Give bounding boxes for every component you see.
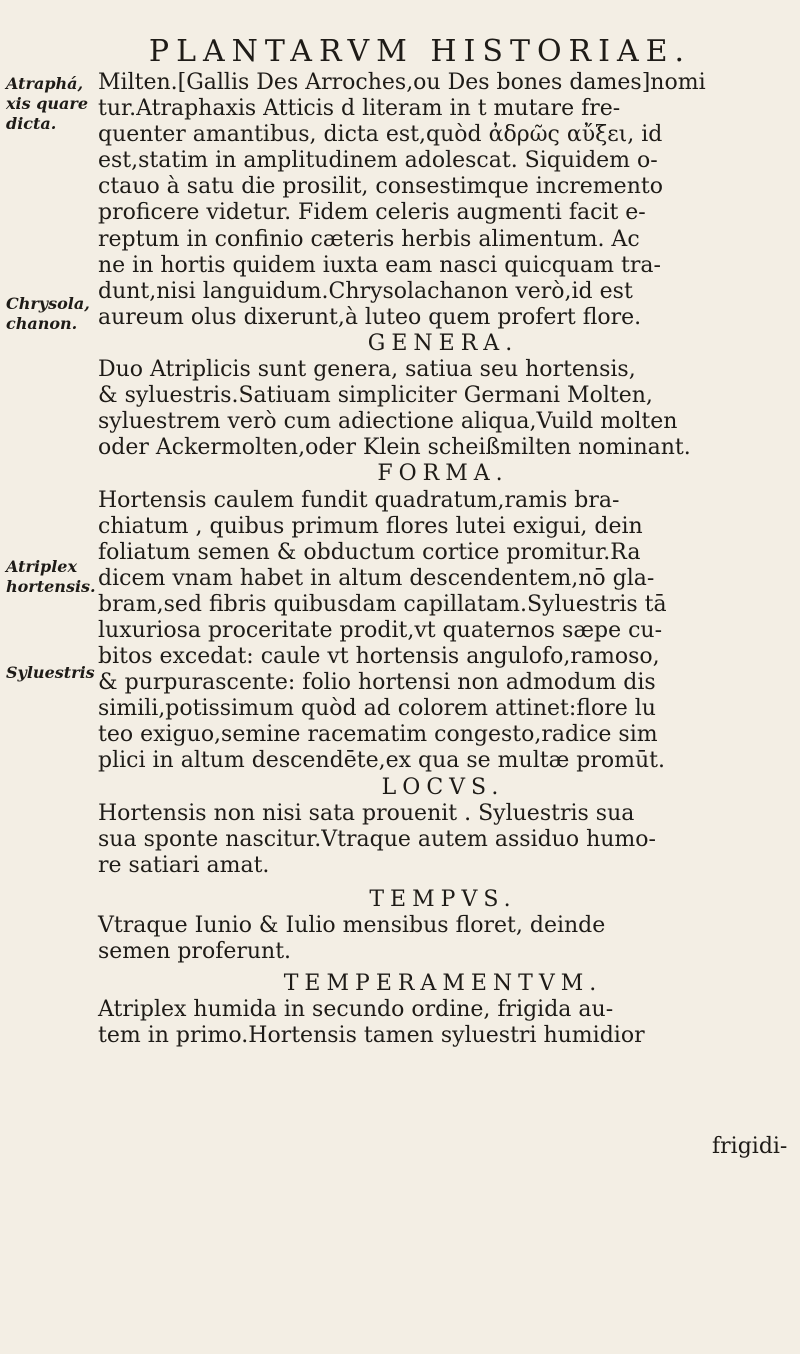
text-line: Vtraque Iunio & Iulio mensibus floret, deinde: [98, 913, 606, 938]
margin-note-chrysolachanon: [6, 294, 92, 334]
heading-tempus: TEMPVS.: [369, 886, 517, 912]
margin-note-line: dicta.: [6, 114, 57, 133]
text-line: sua sponte nascitur.Vtraque autem assiduo humo-: [98, 826, 656, 852]
margin-note-line: Chrysola,: [6, 294, 90, 313]
text-line: Duo Atriplicis sunt genera, satiua seu hortensis,: [98, 357, 636, 383]
margin-note-line: Syluestris: [6, 663, 95, 682]
text-line: syluestrem verò cum adiectione aliqua,Vuild molten: [98, 409, 678, 435]
text-line: bram,sed fibris quibusdam capillatam.Syluestris tā: [98, 591, 667, 617]
running-head: PLANTARVM HISTORIAE.: [148, 34, 692, 69]
text-line: dicem vnam habet in altum descendentem,nō gla-: [98, 565, 655, 591]
text-line: re satiari amat.: [98, 852, 270, 878]
text-line: bitos excedat: caule vt hortensis angulofo,ramoso,: [98, 644, 660, 670]
text-line: aureum olus dixerunt,à luteo quem profert flore.: [98, 304, 642, 330]
text-line: dunt,nisi languidum.Chrysolachanon verò,id est: [98, 278, 633, 304]
text-line: tur.Atraphaxis Atticis d literam in t mutare fre-: [98, 96, 621, 122]
text-line: ctauo à satu die prosilit, consestimque incremento: [98, 174, 663, 200]
margin-note-line: Atraphá,: [6, 74, 84, 93]
text-line: simili,potissimum quòd ad colorem attinet:flore lu: [98, 696, 656, 722]
heading-genera: GENERA.: [367, 330, 519, 356]
text-line: & purpurascente: folio hortensi non admodum dis: [98, 670, 656, 696]
text-line: est,statim in amplitudinem adolescat. Siquidem o-: [98, 148, 658, 174]
text-line: semen proferunt.: [98, 939, 292, 965]
margin-note-atraphaxis: [6, 74, 92, 134]
text-line: proficere videtur. Fidem celeris augmenti facit e-: [98, 200, 646, 226]
margin-note-line: xis quare: [6, 94, 88, 113]
margin-note-syluestris: [6, 663, 95, 683]
text-line: foliatum semen & obductum cortice promitur.Ra: [98, 539, 641, 565]
text-line: chiatum , quibus primum flores lutei exigui, dein: [98, 513, 643, 539]
margin-note-atriplex-hortensis: [6, 557, 96, 597]
text-line: plici in altum descendēte,ex qua se multæ promūt.: [98, 748, 665, 774]
text-line: quenter amantibus, dicta est,quòd ἀδρῶς αὔξει, id: [98, 122, 663, 148]
text-line: Hortensis non nisi sata prouenit . Syluestris sua: [98, 800, 635, 826]
text-line: teo exiguo,semine racematim congesto,radice sim: [98, 722, 658, 748]
margin-note-line: hortensis.: [6, 577, 96, 596]
text-line: ne in hortis quidem iuxta eam nasci quicquam tra-: [98, 252, 661, 278]
heading-temperamentum: TEMPERAMENTVM.: [283, 971, 603, 997]
catchword: frigidi-: [712, 1134, 788, 1159]
text-line: reptum in confinio cæteris herbis alimentum. Ac: [98, 226, 640, 252]
text-line: tem in primo.Hortensis tamen syluestri humidior: [98, 1023, 645, 1049]
section-introduction: [98, 70, 788, 1049]
text-line: Atriplex humida in secundo ordine, frigida au-: [98, 997, 614, 1023]
heading-forma: FORMA.: [377, 461, 509, 487]
text-line: Milten.[Gallis Des Arroches,ou Des bones dames]nomi: [98, 70, 706, 95]
margin-note-line: Atriplex: [6, 557, 78, 576]
margin-note-line: chanon.: [6, 314, 78, 333]
text-line: luxuriosa proceritate prodit,vt quaternos sæpe cu-: [98, 617, 663, 643]
text-line: oder Ackermolten,oder Klein scheißmilten nominant.: [98, 435, 691, 461]
heading-locus: LOCVS.: [381, 774, 505, 800]
text-line: Hortensis caulem fundit quadratum,ramis bra-: [98, 487, 620, 513]
text-line: & syluestris.Satiuam simpliciter Germani Molten,: [98, 383, 653, 409]
